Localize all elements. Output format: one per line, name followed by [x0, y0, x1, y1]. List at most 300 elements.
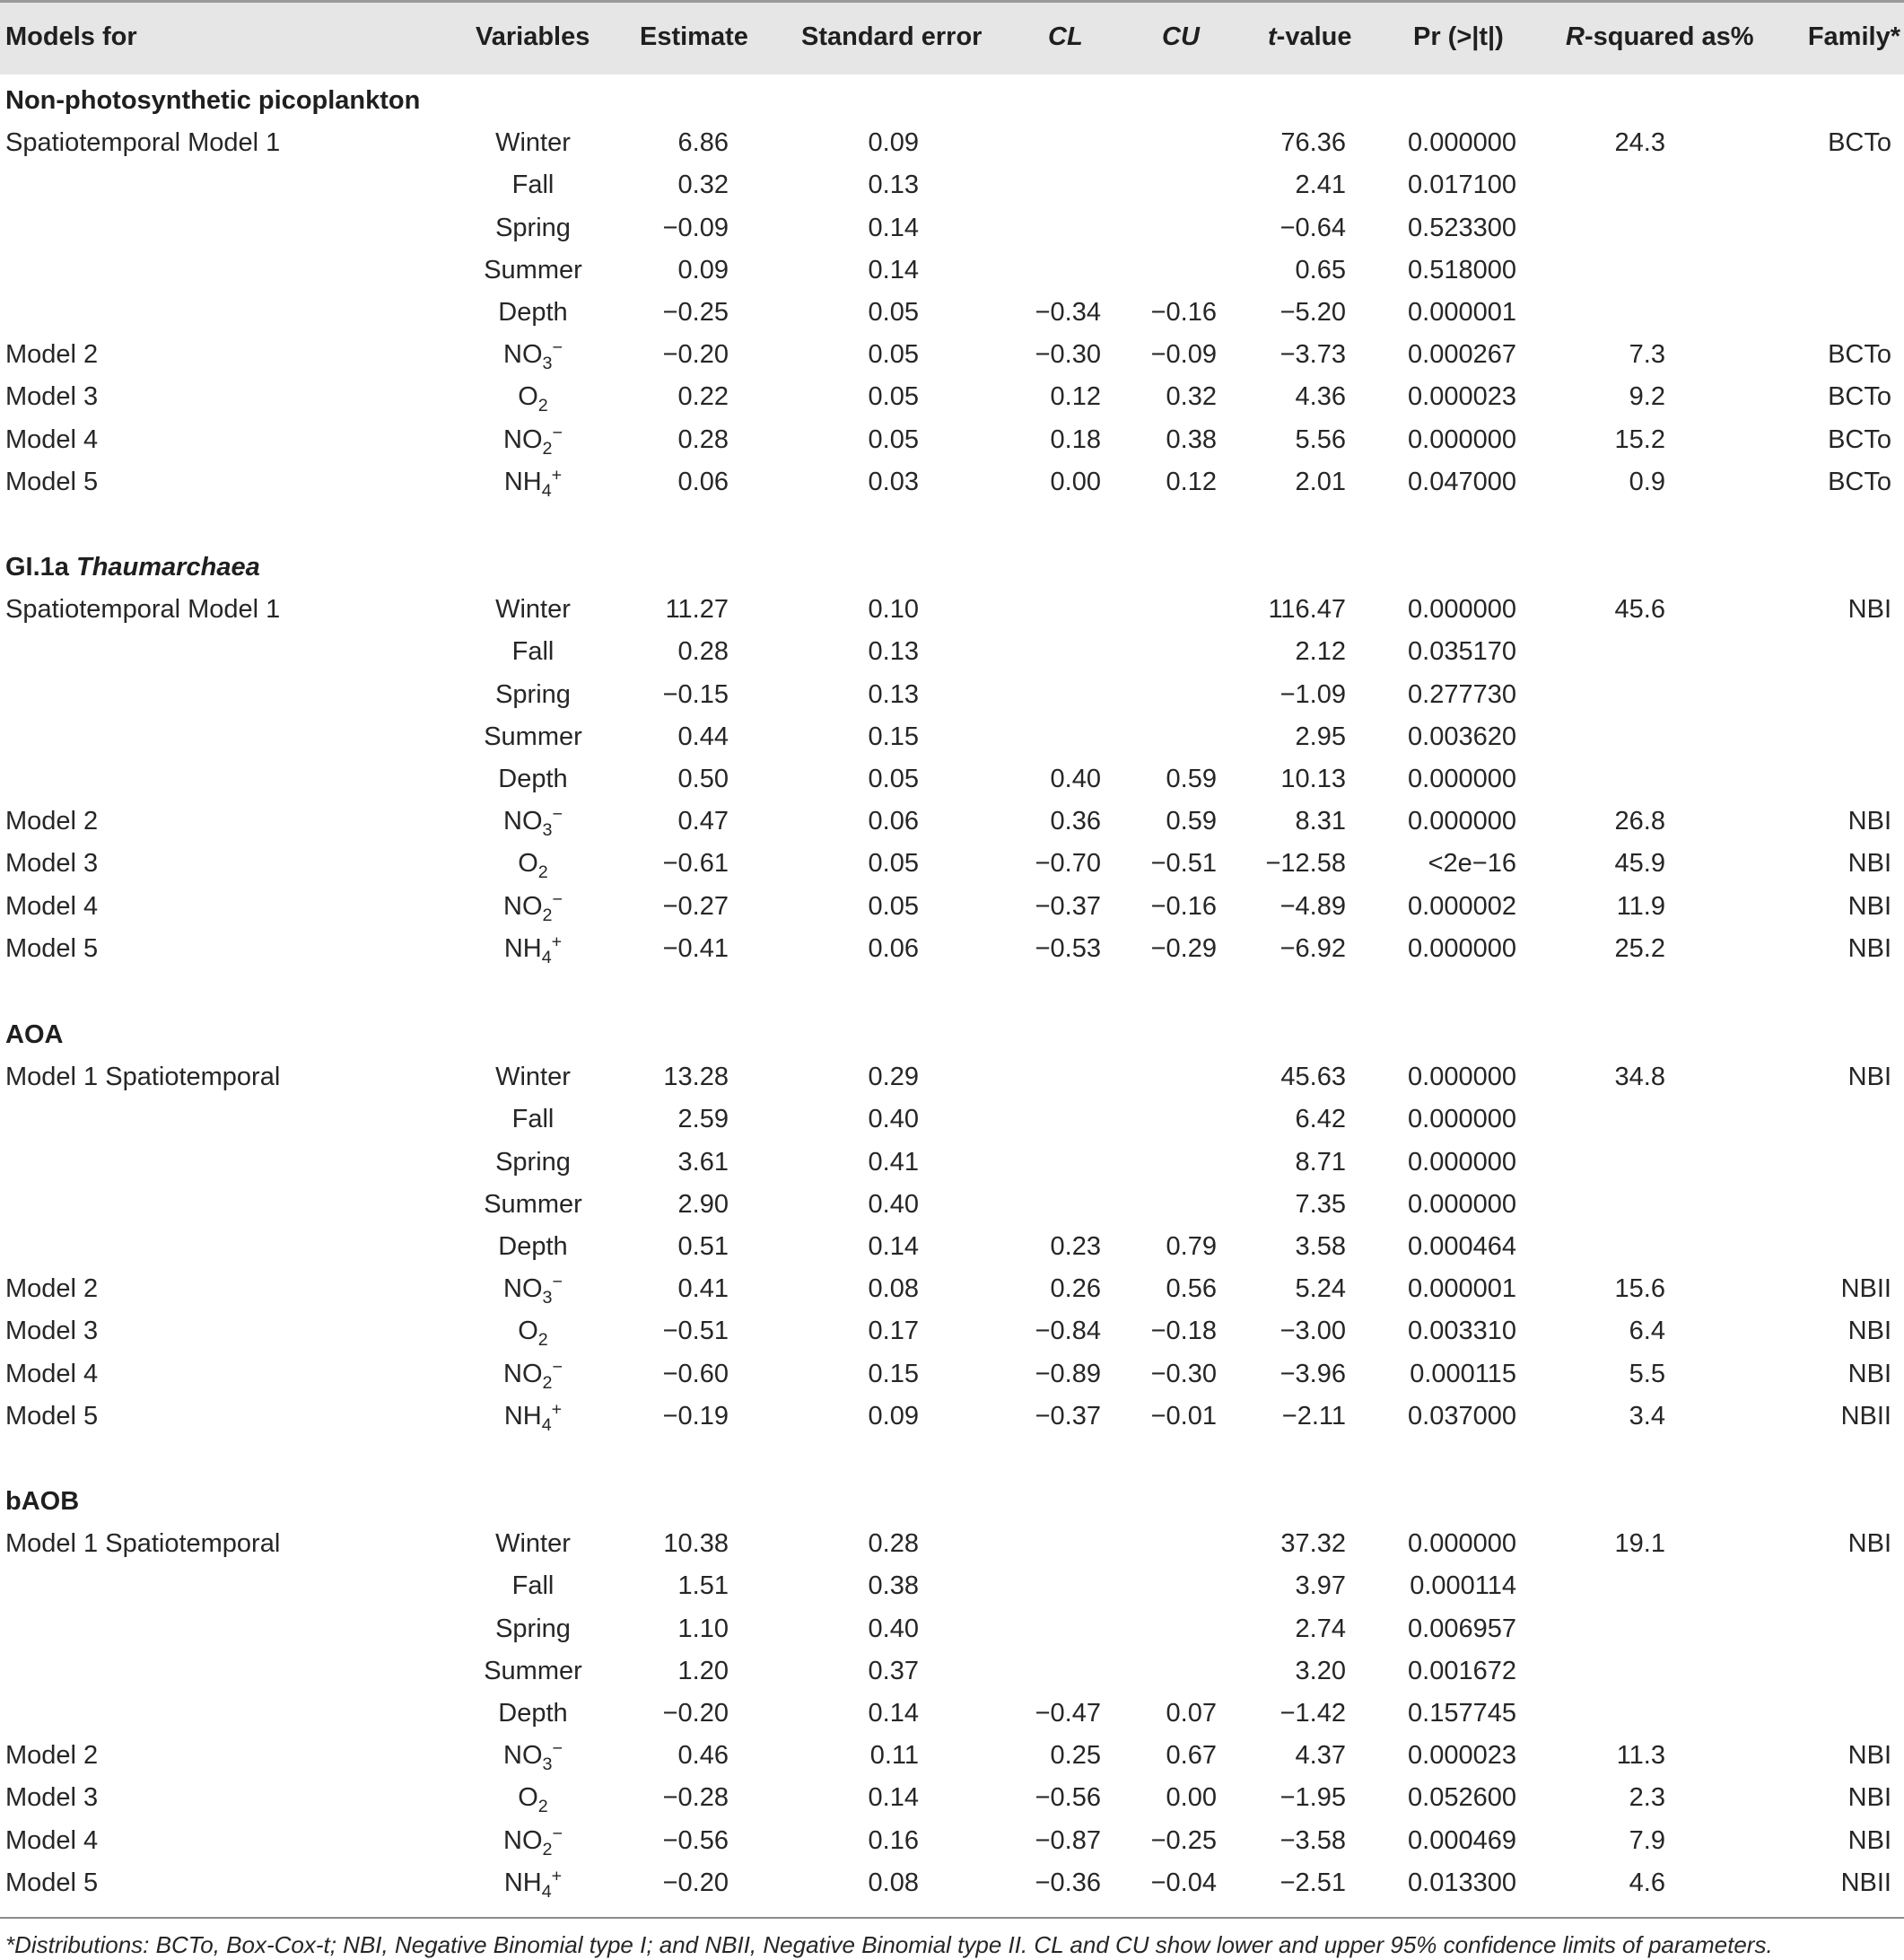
cell-p-value: 0.000000 — [1408, 128, 1516, 157]
cell-std-error: 0.17 — [868, 1317, 919, 1345]
cell-p-value: 0.013300 — [1408, 1868, 1516, 1897]
cell-cu: −0.04 — [1150, 1868, 1217, 1897]
cell-t-value: 76.36 — [1280, 128, 1346, 157]
cell-t-value: −1.42 — [1280, 1699, 1346, 1728]
cell-r-squared: 25.2 — [1614, 934, 1665, 963]
t-letter: t — [1268, 22, 1277, 51]
cell-r-squared: 19.1 — [1614, 1529, 1665, 1558]
cell-std-error: 0.05 — [868, 765, 919, 793]
cell-estimate: 0.44 — [677, 722, 729, 751]
cell-p-value: 0.000000 — [1408, 807, 1516, 836]
cell-cl: −0.36 — [1035, 1868, 1101, 1897]
cell-cl: 0.40 — [1050, 765, 1101, 793]
cell-t-value: −2.51 — [1280, 1868, 1346, 1897]
cell-cl: 0.36 — [1050, 807, 1101, 836]
cell-cu: 0.00 — [1166, 1783, 1217, 1812]
cell-r-squared: 45.6 — [1614, 595, 1665, 624]
cell-estimate: −0.20 — [662, 1699, 729, 1728]
cell-t-value: 2.74 — [1295, 1614, 1346, 1643]
cell-std-error: 0.10 — [868, 595, 919, 624]
cell-cu: −0.29 — [1150, 934, 1217, 963]
cell-std-error: 0.15 — [868, 1360, 919, 1388]
cell-model-name: Model 4 — [5, 425, 99, 454]
cell-estimate: −0.09 — [662, 214, 729, 242]
cell-p-value: 0.035170 — [1408, 637, 1516, 666]
bottom-rule — [0, 1917, 1904, 1919]
cell-r-squared: 11.3 — [1616, 1741, 1665, 1770]
cell-cl: −0.53 — [1035, 934, 1101, 963]
cell-variable: $O_2$ — [518, 382, 548, 416]
cell-cu: −0.18 — [1150, 1317, 1217, 1345]
cell-std-error: 0.14 — [868, 214, 919, 242]
cell-t-value: 2.12 — [1295, 637, 1346, 666]
cell-family: NBI — [1847, 807, 1891, 836]
section-title — [5, 549, 260, 585]
cell-family: BCTo — [1828, 128, 1891, 157]
cell-estimate: 1.51 — [677, 1571, 729, 1600]
cell-variable: $O_2$ — [518, 1317, 548, 1350]
cell-cu: 0.79 — [1166, 1232, 1217, 1261]
cell-estimate: −0.19 — [662, 1402, 729, 1431]
cell-model-name: Model 2 — [5, 1741, 99, 1770]
cell-estimate: −0.56 — [662, 1826, 729, 1855]
t-value-suffix: -value — [1276, 22, 1352, 51]
cell-t-value: 3.20 — [1295, 1657, 1346, 1685]
cell-t-value: 2.95 — [1295, 722, 1346, 751]
section-title-text: GI.1a — [5, 553, 76, 582]
col-header-estimate: Estimate — [640, 22, 748, 51]
col-header-r-squared — [1566, 19, 1754, 55]
cell-estimate: 11.27 — [665, 595, 729, 624]
cell-p-value: 0.277730 — [1408, 680, 1516, 709]
section-title — [5, 1483, 79, 1519]
cell-cu: 0.59 — [1166, 765, 1217, 793]
cell-p-value: 0.000001 — [1408, 1274, 1516, 1303]
cell-p-value: 0.003310 — [1408, 1317, 1516, 1345]
cell-std-error: 0.40 — [868, 1190, 919, 1219]
cell-t-value: 8.71 — [1295, 1148, 1346, 1177]
cell-p-value: 0.000000 — [1408, 1105, 1516, 1133]
cell-cu: −0.16 — [1150, 298, 1217, 327]
cell-variable: Summer — [484, 1657, 582, 1685]
cell-std-error: 0.38 — [868, 1571, 919, 1600]
cell-p-value: 0.006957 — [1408, 1614, 1516, 1643]
cell-estimate: −0.60 — [662, 1360, 729, 1388]
cell-family: NBI — [1847, 1317, 1891, 1345]
cell-p-value: 0.000000 — [1408, 1190, 1516, 1219]
cell-family: NBI — [1847, 892, 1891, 921]
cell-cu: −0.25 — [1150, 1826, 1217, 1855]
cell-cu: 0.07 — [1166, 1699, 1217, 1728]
cell-p-value: 0.017100 — [1408, 171, 1516, 199]
cell-variable: Fall — [511, 171, 555, 199]
r-letter: R — [1566, 22, 1585, 51]
cell-family: NBII — [1840, 1868, 1891, 1897]
cell-std-error: 0.13 — [868, 171, 919, 199]
cell-family: NBI — [1847, 1741, 1891, 1770]
cell-p-value: 0.000000 — [1408, 934, 1516, 963]
cell-variable: $NH_4^+$ — [503, 1399, 563, 1435]
cell-std-error: 0.08 — [868, 1868, 919, 1897]
cell-std-error: 0.03 — [868, 468, 919, 496]
cell-variable: $NO_2^-$ — [503, 889, 563, 925]
col-header-cu: CU — [1162, 22, 1200, 51]
cell-estimate: 0.06 — [677, 468, 729, 496]
col-header-family: Family* — [1807, 22, 1900, 51]
cell-std-error: 0.08 — [868, 1274, 919, 1303]
section-title-italic: Thaumarchaea — [76, 553, 260, 582]
cell-variable: Spring — [495, 1148, 571, 1177]
cell-model-name: Model 1 Spatiotemporal — [5, 1529, 281, 1558]
section-title-text: Non-photosynthetic picoplankton — [5, 86, 421, 115]
section-title-text: AOA — [5, 1020, 64, 1049]
cell-r-squared: 6.4 — [1629, 1317, 1665, 1345]
cell-p-value: 0.000001 — [1408, 298, 1516, 327]
cell-estimate: 0.47 — [677, 807, 729, 836]
cell-variable: Spring — [495, 680, 571, 709]
cell-r-squared: 9.2 — [1629, 382, 1665, 411]
cell-std-error: 0.16 — [868, 1826, 919, 1855]
cell-std-error: 0.05 — [868, 340, 919, 369]
cell-cu: −0.16 — [1150, 892, 1217, 921]
cell-r-squared: 26.8 — [1614, 807, 1665, 836]
cell-variable: Summer — [484, 722, 582, 751]
cell-r-squared: 2.3 — [1629, 1783, 1665, 1812]
cell-t-value: −12.58 — [1265, 849, 1346, 878]
col-header-model: Models for — [5, 22, 137, 51]
cell-t-value: 10.13 — [1280, 765, 1346, 793]
cell-t-value: −5.20 — [1280, 298, 1346, 327]
cell-model-name: Model 2 — [5, 807, 99, 836]
cell-r-squared: 5.5 — [1629, 1360, 1665, 1388]
cell-std-error: 0.14 — [868, 1699, 919, 1728]
cell-variable: $O_2$ — [518, 849, 548, 882]
cell-estimate: 0.28 — [677, 637, 729, 666]
cell-t-value: −1.95 — [1280, 1783, 1346, 1812]
cell-r-squared: 0.9 — [1629, 468, 1665, 496]
cell-model-name: Model 5 — [5, 1868, 99, 1897]
cell-cl: −0.89 — [1035, 1360, 1101, 1388]
cell-cu: −0.30 — [1150, 1360, 1217, 1388]
cell-variable: Winter — [495, 1063, 571, 1091]
cell-t-value: 3.58 — [1295, 1232, 1346, 1261]
cell-variable: Depth — [498, 1232, 568, 1261]
cell-p-value: 0.000469 — [1408, 1826, 1516, 1855]
cell-cu: −0.51 — [1150, 849, 1217, 878]
cell-std-error: 0.05 — [868, 298, 919, 327]
cell-t-value: 2.41 — [1295, 171, 1346, 199]
cell-t-value: 7.35 — [1295, 1190, 1346, 1219]
cell-estimate: 13.28 — [663, 1063, 729, 1091]
col-header-cl: CL — [1048, 22, 1083, 51]
cell-cl: −0.87 — [1035, 1826, 1101, 1855]
cell-r-squared: 45.9 — [1614, 849, 1665, 878]
cell-cu: 0.59 — [1166, 807, 1217, 836]
cell-p-value: 0.052600 — [1408, 1783, 1516, 1812]
col-header-variables: Variables — [476, 22, 590, 51]
cell-p-value: 0.157745 — [1408, 1699, 1516, 1728]
cell-t-value: 3.97 — [1295, 1571, 1346, 1600]
cell-model-name: Model 1 Spatiotemporal — [5, 1063, 281, 1091]
cell-p-value: 0.000000 — [1408, 595, 1516, 624]
cell-variable: $NH_4^+$ — [503, 1866, 563, 1902]
cell-t-value: −3.73 — [1280, 340, 1346, 369]
cell-cl: −0.30 — [1035, 340, 1101, 369]
cell-variable: $NH_4^+$ — [503, 932, 563, 967]
cell-p-value: 0.000000 — [1408, 425, 1516, 454]
cell-p-value: 0.000000 — [1408, 765, 1516, 793]
cell-family: NBII — [1840, 1402, 1891, 1431]
cell-std-error: 0.13 — [868, 637, 919, 666]
cell-cl: −0.70 — [1035, 849, 1101, 878]
cell-family: BCTo — [1828, 382, 1891, 411]
cell-family: NBI — [1847, 595, 1891, 624]
cell-r-squared: 7.9 — [1629, 1826, 1665, 1855]
cell-estimate: 0.22 — [677, 382, 729, 411]
cell-variable: $NO_3^-$ — [503, 337, 563, 373]
cell-t-value: 4.36 — [1295, 382, 1346, 411]
table-footnote: *Distributions: BCTo, Box-Cox-t; NBI, Negative Binomial type I; and NBII, Negative Binomial type II. CL and CU show lower and upper 95% confidence limits of parameters. — [5, 1931, 1773, 1958]
cell-std-error: 0.28 — [868, 1529, 919, 1558]
cell-cu: 0.12 — [1166, 468, 1217, 496]
cell-p-value: <2e−16 — [1428, 849, 1516, 878]
cell-estimate: 1.10 — [677, 1614, 729, 1643]
cell-t-value: −2.11 — [1281, 1402, 1346, 1431]
cell-cl: 0.26 — [1050, 1274, 1101, 1303]
cell-t-value: −3.96 — [1280, 1360, 1346, 1388]
cell-p-value: 0.000002 — [1408, 892, 1516, 921]
cell-model-name: Model 2 — [5, 1274, 99, 1303]
cell-std-error: 0.11 — [869, 1741, 919, 1770]
cell-model-name: Spatiotemporal Model 1 — [5, 595, 281, 624]
cell-family: NBII — [1840, 1274, 1891, 1303]
cell-model-name: Model 3 — [5, 382, 99, 411]
cell-estimate: 0.09 — [677, 256, 729, 284]
cell-std-error: 0.14 — [868, 1232, 919, 1261]
cell-variable: Depth — [498, 298, 568, 327]
cell-t-value: −3.58 — [1280, 1826, 1346, 1855]
cell-r-squared: 4.6 — [1629, 1868, 1665, 1897]
cell-t-value: −1.09 — [1280, 680, 1346, 709]
cell-std-error: 0.14 — [868, 1783, 919, 1812]
cell-variable: $NO_3^-$ — [503, 1272, 563, 1308]
cell-estimate: 0.51 — [677, 1232, 729, 1261]
cell-variable: Fall — [511, 1105, 555, 1133]
cell-cl: 0.23 — [1050, 1232, 1101, 1261]
cell-p-value: 0.523300 — [1408, 214, 1516, 242]
cell-std-error: 0.37 — [868, 1657, 919, 1685]
cell-p-value: 0.518000 — [1408, 256, 1516, 284]
cell-estimate: −0.25 — [662, 298, 729, 327]
cell-variable: Spring — [495, 1614, 571, 1643]
cell-estimate: −0.20 — [662, 340, 729, 369]
cell-std-error: 0.14 — [868, 256, 919, 284]
cell-family: NBI — [1847, 849, 1891, 878]
cell-family: BCTo — [1828, 340, 1891, 369]
cell-p-value: 0.000000 — [1408, 1529, 1516, 1558]
cell-estimate: 10.38 — [663, 1529, 729, 1558]
cell-variable: $NH_4^+$ — [503, 465, 563, 501]
cell-estimate: −0.51 — [662, 1317, 729, 1345]
cell-family: NBI — [1847, 1826, 1891, 1855]
cell-t-value: 116.47 — [1268, 595, 1346, 624]
cell-std-error: 0.06 — [868, 934, 919, 963]
cell-std-error: 0.15 — [868, 722, 919, 751]
cell-std-error: 0.40 — [868, 1105, 919, 1133]
cell-p-value: 0.001672 — [1408, 1657, 1516, 1685]
cell-estimate: 0.32 — [677, 171, 729, 199]
cell-cl: −0.56 — [1035, 1783, 1101, 1812]
cell-p-value: 0.037000 — [1408, 1402, 1516, 1431]
cell-std-error: 0.09 — [868, 1402, 919, 1431]
cell-estimate: 6.86 — [677, 128, 729, 157]
cell-t-value: 8.31 — [1295, 807, 1346, 836]
cell-estimate: 2.59 — [677, 1105, 729, 1133]
cell-family: BCTo — [1828, 468, 1891, 496]
cell-t-value: −4.89 — [1280, 892, 1346, 921]
col-header-t-value — [1268, 19, 1352, 55]
cell-t-value: 4.37 — [1295, 1741, 1346, 1770]
cell-r-squared: 3.4 — [1629, 1402, 1665, 1431]
cell-estimate: 0.28 — [677, 425, 729, 454]
cell-estimate: 0.46 — [677, 1741, 729, 1770]
cell-cl: 0.18 — [1050, 425, 1101, 454]
cell-cu: −0.01 — [1150, 1402, 1217, 1431]
cell-family: NBI — [1847, 1783, 1891, 1812]
cell-model-name: Model 4 — [5, 1360, 99, 1388]
cell-p-value: 0.003620 — [1408, 722, 1516, 751]
cell-variable: Winter — [495, 128, 571, 157]
cell-estimate: 2.90 — [677, 1190, 729, 1219]
cell-p-value: 0.000000 — [1408, 1148, 1516, 1177]
cell-variable: Fall — [511, 637, 555, 666]
cell-estimate: 1.20 — [677, 1657, 729, 1685]
cell-std-error: 0.06 — [868, 807, 919, 836]
cell-t-value: 2.01 — [1295, 468, 1346, 496]
cell-model-name: Model 5 — [5, 1402, 99, 1431]
cell-p-value: 0.047000 — [1408, 468, 1516, 496]
section-title-text: bAOB — [5, 1487, 80, 1516]
cell-p-value: 0.000023 — [1408, 1741, 1516, 1770]
cell-p-value: 0.000114 — [1410, 1571, 1516, 1600]
cell-t-value: 5.56 — [1295, 425, 1346, 454]
cell-cl: −0.37 — [1035, 892, 1101, 921]
cell-p-value: 0.000000 — [1408, 1063, 1516, 1091]
r-squared-suffix: -squared as% — [1584, 22, 1754, 51]
col-header-pr: Pr (>|t|) — [1413, 22, 1504, 51]
section-title — [5, 83, 420, 118]
cell-model-name: Model 4 — [5, 892, 99, 921]
cell-cu: 0.67 — [1166, 1741, 1217, 1770]
cell-cl: −0.34 — [1035, 298, 1101, 327]
cell-t-value: −0.64 — [1280, 214, 1346, 242]
cell-variable: Winter — [495, 1529, 571, 1558]
cell-std-error: 0.29 — [868, 1063, 919, 1091]
cell-r-squared: 15.2 — [1614, 425, 1665, 454]
cell-std-error: 0.40 — [868, 1614, 919, 1643]
cell-variable: Depth — [498, 1699, 568, 1728]
cell-r-squared: 15.6 — [1614, 1274, 1665, 1303]
col-header-std-error: Standard error — [801, 22, 983, 51]
cell-r-squared: 11.9 — [1616, 892, 1665, 921]
cell-t-value: 37.32 — [1280, 1529, 1346, 1558]
cell-model-name: Model 3 — [5, 849, 99, 878]
cell-cl: −0.84 — [1035, 1317, 1101, 1345]
cell-variable: Spring — [495, 214, 571, 242]
cell-p-value: 0.000267 — [1408, 340, 1516, 369]
cell-cu: 0.38 — [1166, 425, 1217, 454]
cell-variable: Winter — [495, 595, 571, 624]
cell-estimate: −0.15 — [662, 680, 729, 709]
cell-r-squared: 7.3 — [1629, 340, 1665, 369]
cell-cl: 0.25 — [1050, 1741, 1101, 1770]
cell-t-value: −3.00 — [1280, 1317, 1346, 1345]
cell-family: NBI — [1847, 1529, 1891, 1558]
cell-variable: Summer — [484, 256, 582, 284]
cell-variable: Fall — [511, 1571, 555, 1600]
cell-estimate: 0.50 — [677, 765, 729, 793]
cell-std-error: 0.05 — [868, 425, 919, 454]
cell-variable: $O_2$ — [518, 1783, 548, 1816]
cell-family: NBI — [1847, 1063, 1891, 1091]
cell-family: NBI — [1847, 934, 1891, 963]
cell-cu: 0.56 — [1166, 1274, 1217, 1303]
cell-cu: 0.32 — [1166, 382, 1217, 411]
cell-t-value: −6.92 — [1280, 934, 1346, 963]
cell-estimate: 3.61 — [677, 1148, 729, 1177]
cell-variable: Summer — [484, 1190, 582, 1219]
cell-model-name: Model 3 — [5, 1783, 99, 1812]
cell-model-name: Spatiotemporal Model 1 — [5, 128, 281, 157]
cell-cl: −0.47 — [1035, 1699, 1101, 1728]
cell-t-value: 6.42 — [1295, 1105, 1346, 1133]
cell-variable: $NO_3^-$ — [503, 1738, 563, 1774]
cell-cl: 0.12 — [1050, 382, 1101, 411]
cell-p-value: 0.000023 — [1408, 382, 1516, 411]
cell-cl: 0.00 — [1050, 468, 1101, 496]
cell-family: NBI — [1847, 1360, 1891, 1388]
cell-estimate: −0.41 — [662, 934, 729, 963]
cell-variable: $NO_2^-$ — [503, 1824, 563, 1859]
section-title — [5, 1017, 63, 1053]
cell-estimate: −0.28 — [662, 1783, 729, 1812]
cell-variable: Depth — [498, 765, 568, 793]
cell-family: BCTo — [1828, 425, 1891, 454]
cell-t-value: 5.24 — [1295, 1274, 1346, 1303]
cell-cl: −0.37 — [1035, 1402, 1101, 1431]
cell-r-squared: 24.3 — [1614, 128, 1665, 157]
cell-std-error: 0.09 — [868, 128, 919, 157]
cell-model-name: Model 5 — [5, 468, 99, 496]
cell-estimate: 0.41 — [677, 1274, 729, 1303]
cell-std-error: 0.05 — [868, 382, 919, 411]
cell-model-name: Model 2 — [5, 340, 99, 369]
cell-model-name: Model 5 — [5, 934, 99, 963]
top-rule — [0, 0, 1904, 3]
cell-estimate: −0.20 — [662, 1868, 729, 1897]
cell-r-squared: 34.8 — [1614, 1063, 1665, 1091]
cell-variable: $NO_2^-$ — [503, 423, 563, 459]
cell-std-error: 0.13 — [868, 680, 919, 709]
cell-t-value: 45.63 — [1280, 1063, 1346, 1091]
cell-variable: $NO_2^-$ — [503, 1357, 563, 1393]
cell-cu: −0.09 — [1150, 340, 1217, 369]
cell-std-error: 0.05 — [868, 892, 919, 921]
cell-estimate: −0.27 — [662, 892, 729, 921]
cell-variable: $NO_3^-$ — [503, 804, 563, 840]
cell-estimate: −0.61 — [662, 849, 729, 878]
cell-model-name: Model 3 — [5, 1317, 99, 1345]
